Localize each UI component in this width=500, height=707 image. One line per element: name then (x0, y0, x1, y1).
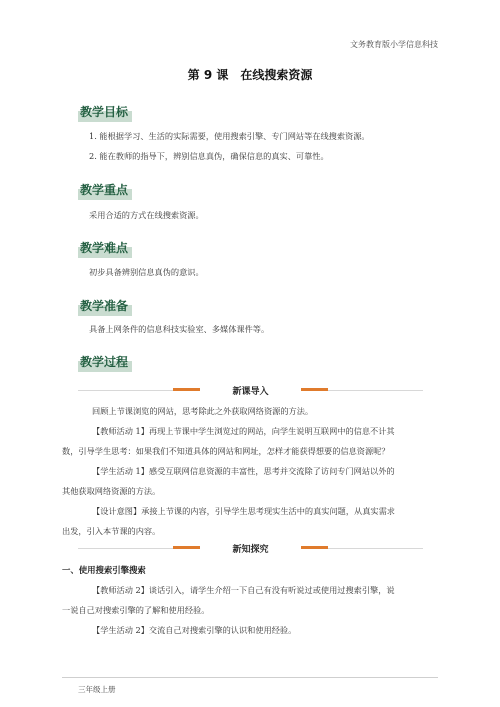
intro-divider (78, 384, 423, 396)
section-label: 教学准备 (80, 299, 129, 313)
goal-line-1: 1. 能根据学习、生活的实际需要，使用搜索引擎、专门网站等在线搜索资源。 (89, 131, 370, 141)
explore-subheading: 一、使用搜索引擎搜索 (62, 565, 146, 575)
intro-line-1: 回顾上节课浏览的网站，思考除此之外获取网络资源的方法。 (92, 406, 314, 416)
series-header: 文务教育版小学信息科技 (350, 40, 438, 49)
lesson-title: 第 9 课 在线搜索资源 (187, 68, 313, 82)
intro-heading: 新课导入 (232, 387, 269, 397)
explore-line-1: 【教师活动 2】谈话引入，请学生介绍一下自己有没有听说过或使用过搜索引擎，说 (92, 585, 395, 595)
footer-grade: 三年级上册 (78, 685, 116, 694)
intro-line-6: 【设计意图】承接上节课的内容，引导学生思考现实生活中的真实问题，从真实需求 (92, 506, 395, 516)
explore-line-3: 【学生活动 2】交流自己对搜索引擎的认识和使用经验。 (92, 625, 297, 635)
prep-text: 具备上网条件的信息科技实验室、多媒体课件等。 (89, 324, 270, 334)
intro-line-4: 【学生活动 1】感受互联网信息资源的丰富性，思考并交流除了访问专门网站以外的 (92, 466, 395, 476)
intro-line-2: 【教师活动 1】再现上节课中学生浏览过的网站，向学生说明互联网中的信息不计其 (92, 426, 395, 436)
explore-divider (78, 542, 423, 554)
key-text: 采用合适的方式在线搜索资源。 (89, 210, 204, 220)
difficulty-text: 初步具备辨别信息真伪的意识。 (89, 267, 204, 277)
explore-heading: 新知探究 (232, 545, 269, 555)
footer-rule (62, 677, 438, 678)
section-label: 教学重点 (80, 183, 129, 197)
explore-line-2: 一说自己对搜索引擎的了解和使用经验。 (62, 605, 210, 615)
section-label: 教学难点 (80, 241, 129, 255)
intro-line-5: 其他获取网络资源的方法。 (62, 486, 161, 496)
goal-line-2: 2. 能在教师的指导下，辨别信息真伪，确保信息的真实、可靠性。 (89, 151, 329, 161)
intro-line-3: 数，引导学生思考：如果我们不知道具体的网站和网址，怎样才能获得想要的信息资源呢？ (62, 446, 390, 456)
section-label: 教学过程 (80, 355, 129, 369)
section-label: 教学目标 (80, 105, 129, 119)
intro-line-7: 出发，引入本节课的内容。 (62, 526, 161, 536)
